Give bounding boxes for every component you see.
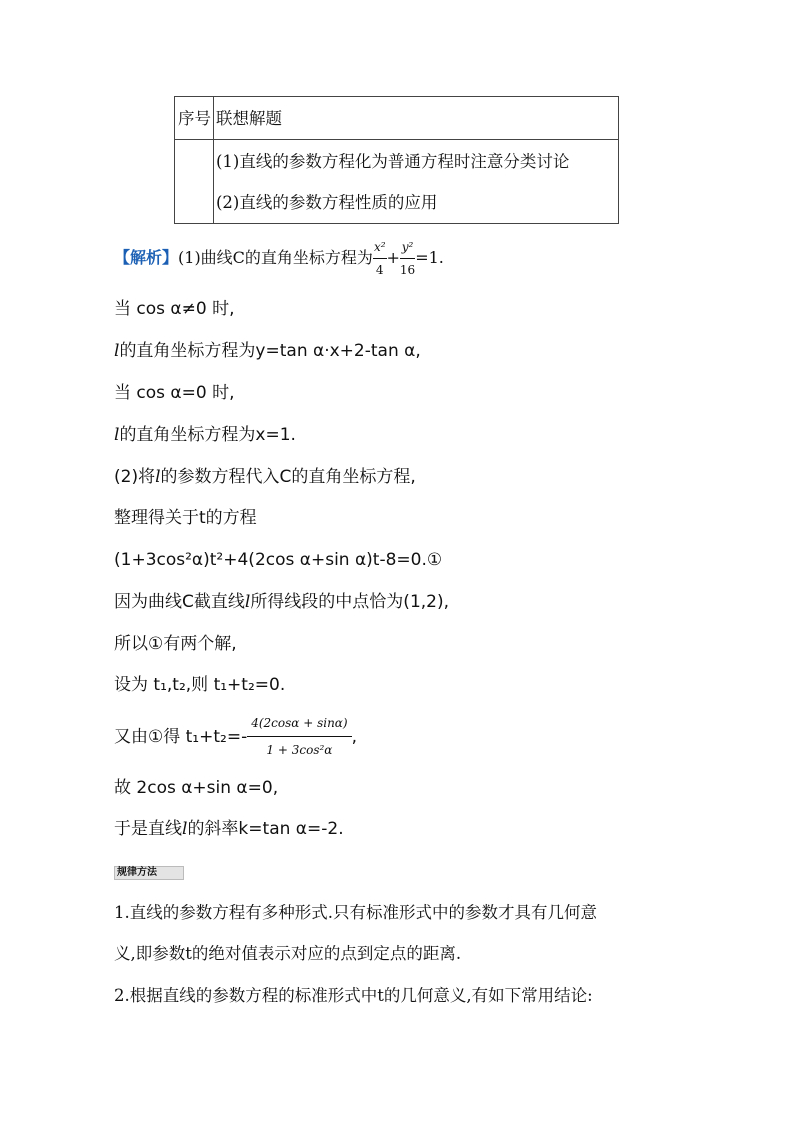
summary-table xyxy=(174,96,619,224)
table-header-index: 序号 xyxy=(178,109,211,128)
table-divider xyxy=(175,139,618,140)
table-row-2: (2)直线的参数方程性质的应用 xyxy=(216,193,438,212)
line-1: 当 cos α≠0 时, xyxy=(114,299,235,319)
table-column-divider xyxy=(213,97,214,223)
line-11: 又由①得 t₁+t₂=- $\frac{4(2\cos\alpha + \sin\alpha)}{\text{1 + 3cos²α}}$ , xyxy=(114,712,357,761)
equals-one: =1. xyxy=(415,248,444,267)
table-header-hint: 联想解题 xyxy=(216,109,282,128)
analysis-label: 【解析】 xyxy=(114,248,179,267)
method-paragraph-1a: 1.直线的参数方程有多种形式.只有标准形式中的参数才具有几何意 xyxy=(114,903,597,922)
method-badge xyxy=(114,866,184,880)
line-8: 因为曲线C截直线l所得线段的中点恰为(1,2), xyxy=(114,592,450,612)
line-3: 当 cos α=0 时, xyxy=(114,383,235,403)
line-7-equation: (1+3cos²α)t²+4(2cos α+sin α)t-8=0.① xyxy=(114,550,443,570)
fraction-t-sum: $\frac{4(2\cos\alpha + \sin\alpha)}{\text{1 + 3cos²α}}$ xyxy=(247,712,351,761)
line-13: 于是直线l的斜率k=tan α=-2. xyxy=(114,819,344,839)
fraction-x: $\frac{\text{x²}}{4}$ xyxy=(373,236,387,281)
line-10: 设为 t₁,t₂,则 t₁+t₂=0. xyxy=(114,675,286,695)
analysis-intro: (1)曲线C的直角坐标方程为 xyxy=(178,248,373,267)
method-badge-label: 规律方法 xyxy=(117,867,157,878)
analysis-line xyxy=(114,236,444,281)
line-5: (2)将l的参数方程代入C的直角坐标方程, xyxy=(114,467,416,487)
line-12: 故 2cos α+sin α=0, xyxy=(114,778,279,798)
fraction-y: $\frac{\text{y²}}{16}$ xyxy=(400,236,415,281)
line-2: l的直角坐标方程为y=tan α·x+2-tan α, xyxy=(114,341,421,361)
line-4: l的直角坐标方程为x=1. xyxy=(114,425,296,445)
method-paragraph-1b: 义,即参数t的绝对值表示对应的点到定点的距离. xyxy=(114,944,462,963)
line-6: 整理得关于t的方程 xyxy=(114,508,257,528)
line-9: 所以①有两个解, xyxy=(114,634,237,654)
plus-sign: + xyxy=(386,248,400,267)
method-paragraph-2: 2.根据直线的参数方程的标准形式中t的几何意义,有如下常用结论: xyxy=(114,986,593,1005)
table-row-1: (1)直线的参数方程化为普通方程时注意分类讨论 xyxy=(216,152,570,171)
